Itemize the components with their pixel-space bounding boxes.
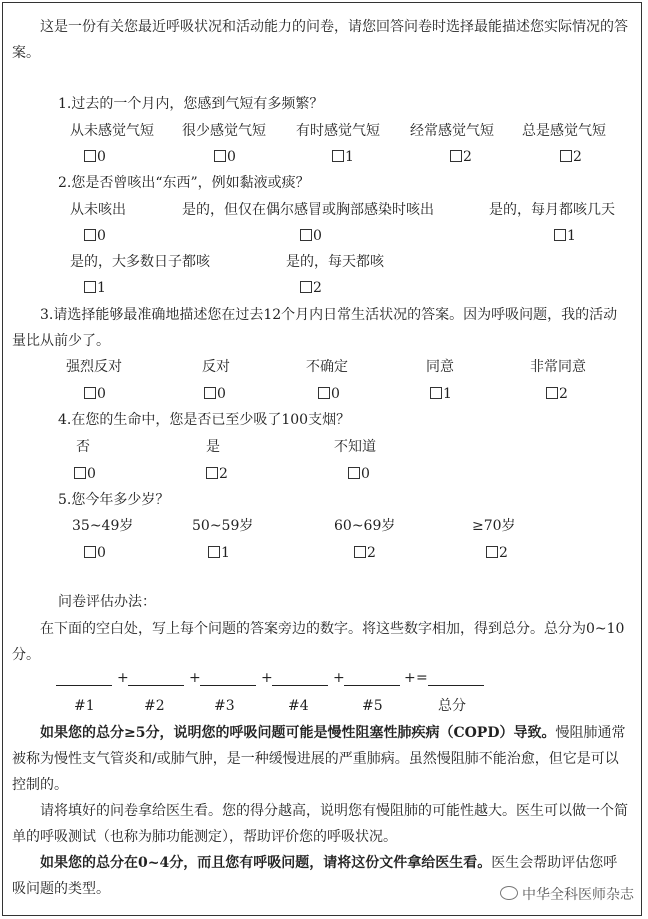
q5-option-checkbox[interactable]: 1 — [208, 543, 230, 563]
checkbox-icon — [214, 150, 226, 162]
q3-option-label: 强烈反对 — [66, 359, 122, 375]
plus-sign: + — [404, 670, 416, 686]
wechat-icon — [500, 886, 518, 900]
slot-label: #3 — [214, 698, 235, 714]
intro-text: 这是一份有关您最近呼吸状况和活动能力的问卷，请您回答问卷时选择最能描述您实际情况的答案。 — [12, 19, 628, 61]
q2-option-label: 是的，每天都咳 — [286, 254, 384, 270]
checkbox-icon — [546, 387, 558, 399]
score-blank-5[interactable] — [344, 684, 400, 686]
q5-option-label: 60~69岁 — [334, 518, 396, 534]
q5-option-label: 50~59岁 — [192, 518, 254, 534]
q1-option-label: 从未感觉气短 — [70, 123, 154, 139]
plus-sign: + — [333, 670, 345, 686]
slot-label: #2 — [144, 698, 165, 714]
result-low-bold: 如果您的总分在0~4分，而且您有呼吸问题，请将这份文件拿给医生看。 — [40, 855, 492, 871]
checkbox-icon — [84, 546, 96, 558]
q5-option-checkbox[interactable]: 0 — [84, 543, 106, 563]
q4-option-label: 不知道 — [334, 439, 376, 455]
plus-sign: + — [117, 670, 129, 686]
q1-option-label: 总是感觉气短 — [522, 123, 606, 139]
checkbox-icon — [74, 467, 86, 479]
q3-option-checkbox[interactable]: 0 — [84, 384, 106, 404]
score-blank-total[interactable] — [428, 684, 484, 686]
q2-option-label: 是的，大多数日子都咳 — [70, 254, 210, 270]
result-high-text: 慢阻肺通常被称为慢性支气管炎和/或肺气肿，是一种缓慢进展的严重肺病。虽然慢阻肺不能治愈，但它是可以控制的。 — [12, 725, 626, 793]
checkbox-icon — [560, 150, 572, 162]
checkbox-icon — [84, 281, 96, 293]
q4-option-label: 是 — [206, 439, 220, 455]
q1-option-checkbox[interactable]: 2 — [560, 147, 582, 167]
plus-sign: + — [189, 670, 201, 686]
watermark: 中华全科医师杂志 — [500, 884, 634, 904]
checkbox-icon — [486, 546, 498, 558]
q4-option-checkbox[interactable]: 2 — [206, 464, 228, 484]
q4-option-checkbox[interactable]: 0 — [74, 464, 96, 484]
q3-option-label: 不确定 — [306, 359, 348, 375]
q1-option-checkbox[interactable]: 2 — [450, 147, 472, 167]
score-blank-3[interactable] — [200, 684, 256, 686]
scoring-heading: 问卷评估办法： — [58, 594, 156, 610]
q4-option-label: 否 — [76, 439, 90, 455]
q5-option-checkbox[interactable]: 2 — [486, 543, 508, 563]
result-low-text: 医生会帮助评估您呼吸问题的类型。 — [12, 855, 618, 897]
checkbox-icon — [204, 387, 216, 399]
slot-label: #5 — [362, 698, 383, 714]
question-3: 3.请选择能够最准确地描述您在过去12个月内日常生活状况的答案。因为呼吸问题，我的活动量比从前少了。 — [12, 307, 618, 349]
score-blank-2[interactable] — [128, 684, 184, 686]
question-5: 5.您今年多少岁？ — [58, 492, 170, 508]
checkbox-icon — [354, 546, 366, 558]
q3-option-label: 非常同意 — [530, 359, 586, 375]
q2-option-checkbox[interactable]: 2 — [300, 278, 322, 298]
q2-option-checkbox[interactable]: 1 — [84, 278, 106, 298]
checkbox-icon — [430, 387, 442, 399]
checkbox-icon — [332, 150, 344, 162]
question-2: 2.您是否曾咳出“东西”，例如黏液或痰？ — [58, 175, 310, 191]
total-label: 总分 — [438, 698, 466, 714]
score-blank-4[interactable] — [272, 684, 328, 686]
checkbox-icon — [84, 150, 96, 162]
checkbox-icon — [450, 150, 462, 162]
q1-option-label: 很少感觉气短 — [182, 123, 266, 139]
q2-option-checkbox[interactable]: 1 — [554, 226, 576, 246]
q2-option-label: 从未咳出 — [70, 202, 126, 218]
q1-option-checkbox[interactable]: 0 — [84, 147, 106, 167]
plus-sign: + — [261, 670, 273, 686]
slot-label: #4 — [288, 698, 309, 714]
checkbox-icon — [84, 229, 96, 241]
q3-option-checkbox[interactable]: 1 — [430, 384, 452, 404]
scoring-instructions: 在下面的空白处，写上每个问题的答案旁边的数字。将这些数字相加，得到总分。总分为0~10分。 — [12, 621, 625, 663]
q5-option-label: 35~49岁 — [72, 518, 134, 534]
q1-option-label: 经常感觉气短 — [410, 123, 494, 139]
q1-option-checkbox[interactable]: 1 — [332, 147, 354, 167]
question-1: 1.过去的一个月内，您感到气短有多频繁？ — [58, 96, 324, 112]
score-blank-1[interactable] — [56, 684, 112, 686]
q2-option-label: 是的，每月都咳几天 — [489, 202, 615, 218]
q3-option-checkbox[interactable]: 0 — [204, 384, 226, 404]
q1-option-label: 有时感觉气短 — [296, 123, 380, 139]
checkbox-icon — [206, 467, 218, 479]
equals-sign: = — [416, 670, 428, 686]
checkbox-icon — [300, 281, 312, 293]
q3-option-label: 同意 — [426, 359, 454, 375]
checkbox-icon — [348, 467, 360, 479]
result-high-paragraph — [12, 720, 630, 798]
q5-option-checkbox[interactable]: 2 — [354, 543, 376, 563]
slot-label: #1 — [74, 698, 95, 714]
q2-option-checkbox[interactable]: 0 — [84, 226, 106, 246]
result-high-bold: 如果您的总分≥5分，说明您的呼吸问题可能是慢性阻塞性肺疾病（COPD）导致。 — [40, 725, 556, 741]
q3-option-label: 反对 — [202, 359, 230, 375]
q5-option-label: ≥70岁 — [472, 518, 516, 534]
checkbox-icon — [318, 387, 330, 399]
result-doctor-paragraph: 请将填好的问卷拿给医生看。您的得分越高，说明您有慢阻肺的可能性越大。医生可以做一个简单的呼吸测试（也称为肺功能测定），帮助评价您的呼吸状况。 — [12, 803, 628, 845]
checkbox-icon — [84, 387, 96, 399]
q1-option-checkbox[interactable]: 0 — [214, 147, 236, 167]
checkbox-icon — [208, 546, 220, 558]
q2-option-label: 是的，但仅在偶尔感冒或胸部感染时咳出 — [182, 202, 434, 218]
q3-option-checkbox[interactable]: 0 — [318, 384, 340, 404]
q3-option-checkbox[interactable]: 2 — [546, 384, 568, 404]
question-4: 4.在您的生命中，您是否已至少吸了100支烟？ — [58, 412, 351, 428]
q4-option-checkbox[interactable]: 0 — [348, 464, 370, 484]
checkbox-icon — [554, 229, 566, 241]
checkbox-icon — [300, 229, 312, 241]
q2-option-checkbox[interactable]: 0 — [300, 226, 322, 246]
